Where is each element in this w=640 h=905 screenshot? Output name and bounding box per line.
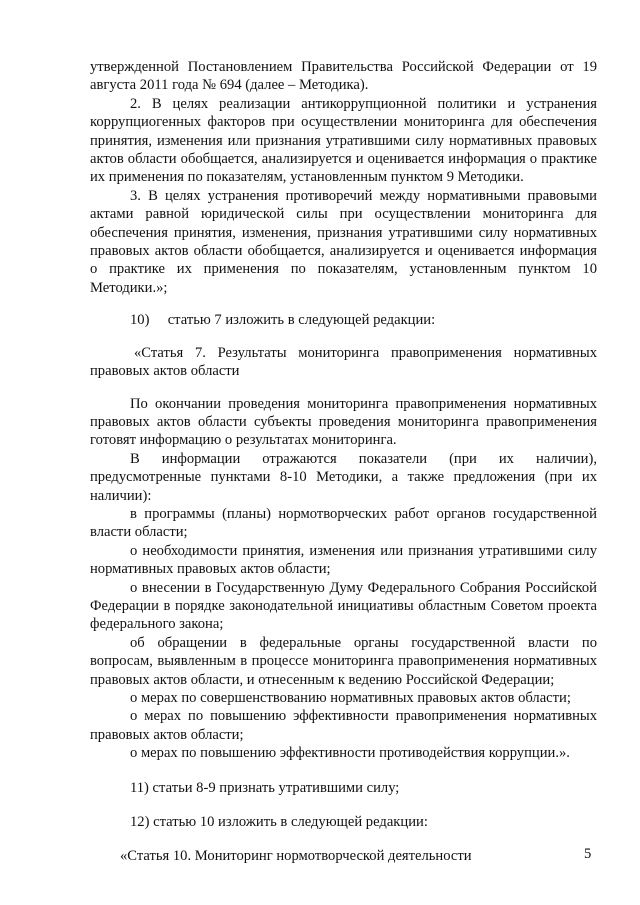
paragraph-item-2: 2. В целях реализации антикоррупционной политики и устранения коррупциогенных факторов при осуществлении мониторинга для обеспечения принятия, изменения или признания утратившими силу нормативных правовых актов области обобщается, анализируется и оценивается информация о практике их применения по показателям, установленным пунктом 9 Методики. [90, 95, 597, 186]
paragraph-continuation: утвержденной Постановлением Правительства Российской Федерации от 19 августа 2011 года № 694 (далее – Методика). [90, 59, 597, 94]
paragraph-monitoring-results: По окончании проведения мониторинга правоприменения нормативных правовых актов области субъекты проведения мониторинга правоприменения готовят информацию о результатах мониторинга. [90, 395, 597, 449]
proposal-duma: о внесении в Государственную Думу Федерального Собрания Российской Федерации в порядке законодательной инициативы областным Советом проекта федерального закона; [90, 579, 597, 633]
amendment-10: 10) статью 7 изложить в следующей редакции: [130, 312, 436, 329]
amendment-11: 11) статьи 8-9 признать утратившими силу; [130, 779, 400, 796]
proposal-programs: в программы (планы) нормотворческих работ органов государственной власти области; [90, 505, 597, 541]
proposal-efficiency: о мерах по повышению эффективности правоприменения нормативных правовых актов области; [90, 708, 597, 743]
page-number: 5 [584, 846, 592, 862]
paragraph-item-3: 3. В целях устранения противоречий между нормативными правовыми актами равной юридической силы при осуществлении мониторинга для обеспечения принятия, изменения, признания утратившими силу нормативных правовых актов области обобщается, анализируется и оценивается информация о практике их применения по показателям, установленным пунктом 10 Методики.»; [90, 187, 597, 296]
article-7-heading: «Статья 7. Результаты мониторинга правоприменения нормативных правовых актов области [90, 344, 597, 380]
amendment-12: 12) статью 10 изложить в следующей редакции: [130, 814, 428, 831]
proposal-anticorruption: о мерах по повышению эффективности противодействия коррупции.». [130, 745, 570, 762]
paragraph-information-content: В информации отражаются показатели (при их наличии), предусмотренные пунктами 8-10 Методики, а также предложения (при их наличии): [90, 450, 597, 504]
proposal-federal-bodies: об обращении в федеральные органы государственной власти по вопросам, выявленным в процессе мониторинга правоприменения нормативных правовых актов области, и отнесенным к ведению Российской Федерации; [90, 634, 597, 688]
document-body [90, 58, 597, 866]
proposal-improvement: о мерах по совершенствованию нормативных правовых актов области; [130, 690, 571, 706]
article-10-heading: «Статья 10. Мониторинг нормотворческой деятельности [120, 848, 472, 865]
proposal-adoption: о необходимости принятия, изменения или признания утратившими силу нормативных правовых актов области; [90, 542, 597, 578]
